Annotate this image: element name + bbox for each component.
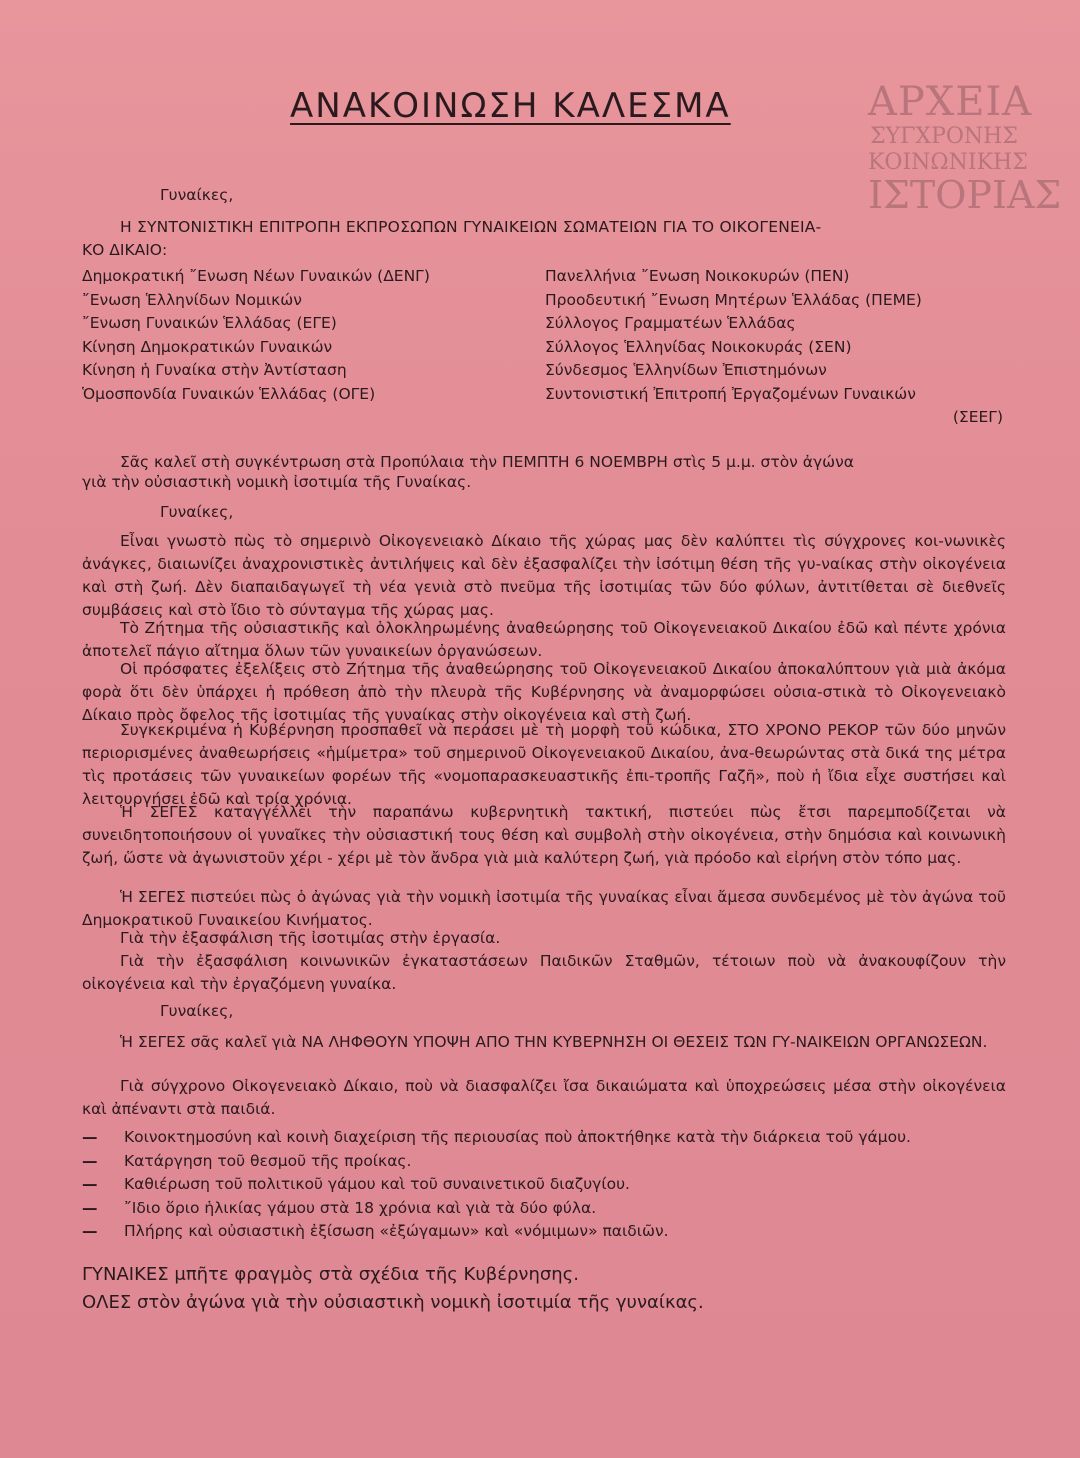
stamp-line-2: ΣΥΓΧΡΟΝΗΣ [870, 124, 1018, 149]
closing-line-2: ΟΛΕΣ στὸν ἀγώνα γιὰ τὴν οὐσιαστικὴ νομικὴ ἰσοτιμία τῆς γυναίκας. [82, 1292, 704, 1313]
list-item [82, 1150, 911, 1174]
org-right-item: Σύλλογος Γραμματέων Ἑλλάδας [545, 314, 796, 332]
org-left-item: Ὁμοσπονδία Γυναικών Ἑλλάδας (ΟΓΕ) [82, 384, 376, 403]
salutation-3: Γυναίκες, [160, 1002, 234, 1020]
stamp-line-1: ΑΡΧΕΙΑ [868, 79, 1033, 125]
org-right-item: Πανελλήνια ῎Ενωση Νοικοκυρών (ΠΕΝ) [545, 267, 850, 285]
org-left-item: ῎Ενωση Ἑλληνίδων Νομικών [82, 290, 302, 309]
list-item-text: Κατάργηση τοῦ θεσμοῦ τῆς προίκας. [124, 1151, 412, 1170]
family-law-paragraph: Γιὰ σύγχρονο Οἰκογενειακὸ Δίκαιο, ποὺ νὰ διασφαλίζει ἴσα δικαιώματα καὶ ὑποχρεώσεις μέσα στὴν οἰκογένεια καὶ ἀπέναντι στὰ παιδιά. [82, 1077, 1006, 1118]
intro-line-2: ΚΟ ΔΙΚΑΙΟ: [82, 241, 168, 259]
demand-paragraph: Ἡ ΣΕΓΕΣ σᾶς καλεῖ γιὰ ΝΑ ΛΗΦΘΟΥΝ ΥΠΟΨΗ ΑΠΟ ΤΗΝ ΚΥΒΕΡΝΗΣΗ ΟΙ ΘΕΣΕΙΣ ΤΩΝ ΓΥ-ΝΑΙΚΕΙΩΝ ΟΡΓΑΝΩΣΕΩΝ. [120, 1033, 988, 1051]
list-item-text: Πλήρης καὶ οὐσιαστικὴ ἐξίσωση «ἐξώγαμων» καὶ «νόμιμων» παιδιῶν. [124, 1222, 669, 1240]
org-left-item: Δημοκρατική ῎Ενωση Νέων Γυναικών (ΔΕΝΓ) [82, 267, 430, 285]
dash-marker: — [82, 1151, 98, 1170]
closing-line-1: ΓΥΝΑΙΚΕΣ μπῆτε φραγμὸς στὰ σχέδια τῆς Κυβέρνησης. [82, 1264, 579, 1285]
paragraph: Τὸ Ζήτημα τῆς οὐσιαστικῆς καὶ ὁλοκληρωμένης ἀναθεώρησης τοῦ Οἰκογενειακοῦ Δικαίου ἐδῶ καὶ πέντε χρόνια ἀποτελεῖ πάγιο αἴτημα ὅλων τῶν γυναικείων ὀργανώσεων. [82, 619, 1006, 660]
paragraph: Ἡ ΣΕΓΕΣ καταγγέλλει τὴν παραπάνω κυβερνητικὴ τακτική, πιστεύει πὼς ἔτσι παρεμποδίζεται νὰ συνειδητοποιήσουν οἱ γυναῖκες τὴν οὐσιαστική τους θέση καὶ συμβολὴ στὴν οἰκογένεια, στὴν δημόσια καὶ κοινωνικὴ ζωή, ὥστε νὰ ἀγωνιστοῦν χέρι - χέρι μὲ τὸν ἄνδρα γιὰ μιὰ καλύτερη ζωή, γιὰ πρόοδο καὶ εἰρήνη στὸν τόπο μας. [82, 803, 1006, 867]
paragraph: Εἶναι γνωστὸ πὼς τὸ σημερινὸ Οἰκογενειακὸ Δίκαιο τῆς χώρας μας δὲν καλύπτει τὶς σύγχρονες κοι-νωνικὲς ἀνάγκες, διαιωνίζει ἀναχρονιστικὲς ἀντιλήψεις καὶ δὲν ἐξασφαλίζει τὴν ἰσότιμη θέση τῆς γυ-ναίκας στὴν οἰκογένεια καὶ στὴ ζωή. Δὲν διαπαιδαγωγεῖ τὴ νέα γενιὰ στὸ πνεῦμα τῆς ἰσοτιμίας τῶν δύο φύλων, ἀντιτίθεται σὲ διεθνεῖς συμβάσεις καὶ στὸ ἴδιο τὸ σύνταγμα τῆς χώρας μας. [82, 532, 1006, 619]
archive-stamp [868, 79, 1062, 217]
list-item-text: Καθιέρωση τοῦ πολιτικοῦ γάμου καὶ τοῦ συναινετικοῦ διαζυγίου. [124, 1175, 630, 1193]
call-line-1: Σᾶς καλεῖ στὴ συγκέντρωση στὰ Προπύλαια τὴν ΠΕΜΠΤΗ 6 ΝΟΕΜΒΡΗ στὶς 5 μ.μ. στὸν ἀγώνα [120, 453, 855, 471]
org-left-item: Κίνηση Δημοκρατικών Γυναικών [82, 337, 333, 356]
list-item [82, 1126, 911, 1150]
org-right-item: Προοδευτική ῎Ενωση Μητέρων Ἑλλάδας (ΠΕΜΕ) [545, 290, 922, 309]
intro-line-1: Η ΣΥΝΤΟΝΙΣΤΙΚΗ ΕΠΙΤΡΟΠΗ ΕΚΠΡΟΣΩΠΩΝ ΓΥΝΑΙΚΕΙΩΝ ΣΩΜΑΤΕΙΩΝ ΓΙΑ ΤΟ ΟΙΚΟΓΕΝΕΙΑ- [120, 218, 822, 236]
dash-marker: — [82, 1222, 98, 1240]
list-item-text: ῎Ιδιο ὅριο ἡλικίας γάμου στὰ 18 χρόνια καὶ γιὰ τὰ δύο φύλα. [124, 1198, 597, 1217]
list-item-text: Κοινοκτημοσύνη καὶ κοινὴ διαχείριση τῆς περιουσίας ποὺ ἀποκτήθηκε κατὰ τὴν διάρκεια τοῦ γάμου. [124, 1128, 911, 1146]
org-right-item: Συντονιστική Ἐπιτροπή Ἐργαζομένων Γυναικών [545, 384, 916, 403]
stamp-line-3: ΚΟΙΝΩΝΙΚΗΣ [868, 150, 1028, 175]
paragraph: Συγκεκριμένα ἡ Κυβέρνηση προσπαθεῖ νὰ περάσει μὲ τὴ μορφὴ τοῦ κώδικα, ΣΤΟ ΧΡΟΝΟ ΡΕΚΟΡ τῶν δύο μηνῶν περιορισμένες ἀναθεωρήσεις «ἡμίμετρα» τοῦ σημερινοῦ Οἰκογενειακοῦ Δικαίου, ἀνα-θεωρώντας στὰ δικά της μέτρα τὶς προτάσεις τῶν γυναικείων φορέων τῆς «νομοπαρασκευαστικῆς ἐπι-τροπῆς Γαζῆ», ποὺ ἡ ἴδια εἶχε συστήσει καὶ λειτουργήσει ἐδῶ καὶ τρία χρόνια. [82, 721, 1006, 808]
stamp-line-4: ΙΣΤΟΡΙΑΣ [868, 173, 1062, 217]
dash-marker: — [82, 1198, 98, 1217]
org-left-item: ῎Ενωση Γυναικών Ἑλλάδας (ΕΓΕ) [82, 314, 337, 332]
organizations-left [82, 265, 430, 406]
dash-marker: — [82, 1128, 98, 1146]
paragraph: Γιὰ τὴν ἐξασφάλιση κοινωνικῶν ἐγκαταστάσεων Παιδικῶν Σταθμῶν, τέτοιων ποὺ νὰ ἀνακουφίζουν τὴν οἰκογένεια καὶ τὴν ἐργαζόμενη γυναίκα. [82, 952, 1006, 993]
dash-marker: — [82, 1175, 98, 1193]
paragraph: Οἱ πρόσφατες ἐξελίξεις στὸ Ζήτημα τῆς ἀναθεώρησης τοῦ Οἰκογενειακοῦ Δικαίου ἀποκαλύπτουν γιὰ μιὰ ἀκόμα φορὰ ὅτι δὲν ὑπάρχει ἡ πρόθεση ἀπὸ τὴν πλευρὰ τῆς Κυβέρνησης νὰ ἀναμορφώσει οὐσια-στικὰ τὸ Οἰκογενειακὸ Δίκαιο πρὸς ὄφελος τῆς ἰσοτιμίας τῆς γυναίκας στὴν οἰκογένεια καὶ στὴ ζωή. [82, 660, 1006, 724]
list-item [82, 1220, 911, 1244]
list-item [82, 1197, 911, 1221]
salutation-2: Γυναίκες, [160, 503, 234, 521]
document-title: ΑΝΑΚΟΙΝΩΣΗ ΚΑΛΕΣΜΑ [290, 86, 731, 126]
organizations-right [545, 265, 1003, 430]
call-line-2: γιὰ τὴν οὐσιαστικὴ νομικὴ ἰσοτιμία τῆς Γυναίκας. [82, 473, 472, 491]
paragraph: Γιὰ τὴν ἐξασφάλιση τῆς ἰσοτιμίας στὴν ἐργασία. [120, 929, 501, 947]
org-left-item: Κίνηση ἡ Γυναίκα στὴν Ἀντίσταση [82, 361, 347, 379]
org-right-item: Σύλλογος Ἑλληνίδας Νοικοκυράς (ΣΕΝ) [545, 337, 852, 356]
paragraph: Ἡ ΣΕΓΕΣ πιστεύει πὼς ὁ ἀγώνας γιὰ τὴν νομικὴ ἰσοτιμία τῆς γυναίκας εἶναι ἄμεσα συνδεμένος μὲ τὸν ἀγώνα τοῦ Δημοκρατικοῦ Γυναικείου Κινήματος. [82, 888, 1006, 929]
list-item [82, 1173, 911, 1197]
salutation-1: Γυναίκες, [160, 186, 234, 204]
org-right-item: Σύνδεσμος Ἑλληνίδων Ἐπιστημόνων [545, 361, 827, 379]
demands-list [82, 1126, 911, 1244]
org-right-acronym: (ΣΕΕΓ) [952, 408, 1003, 426]
